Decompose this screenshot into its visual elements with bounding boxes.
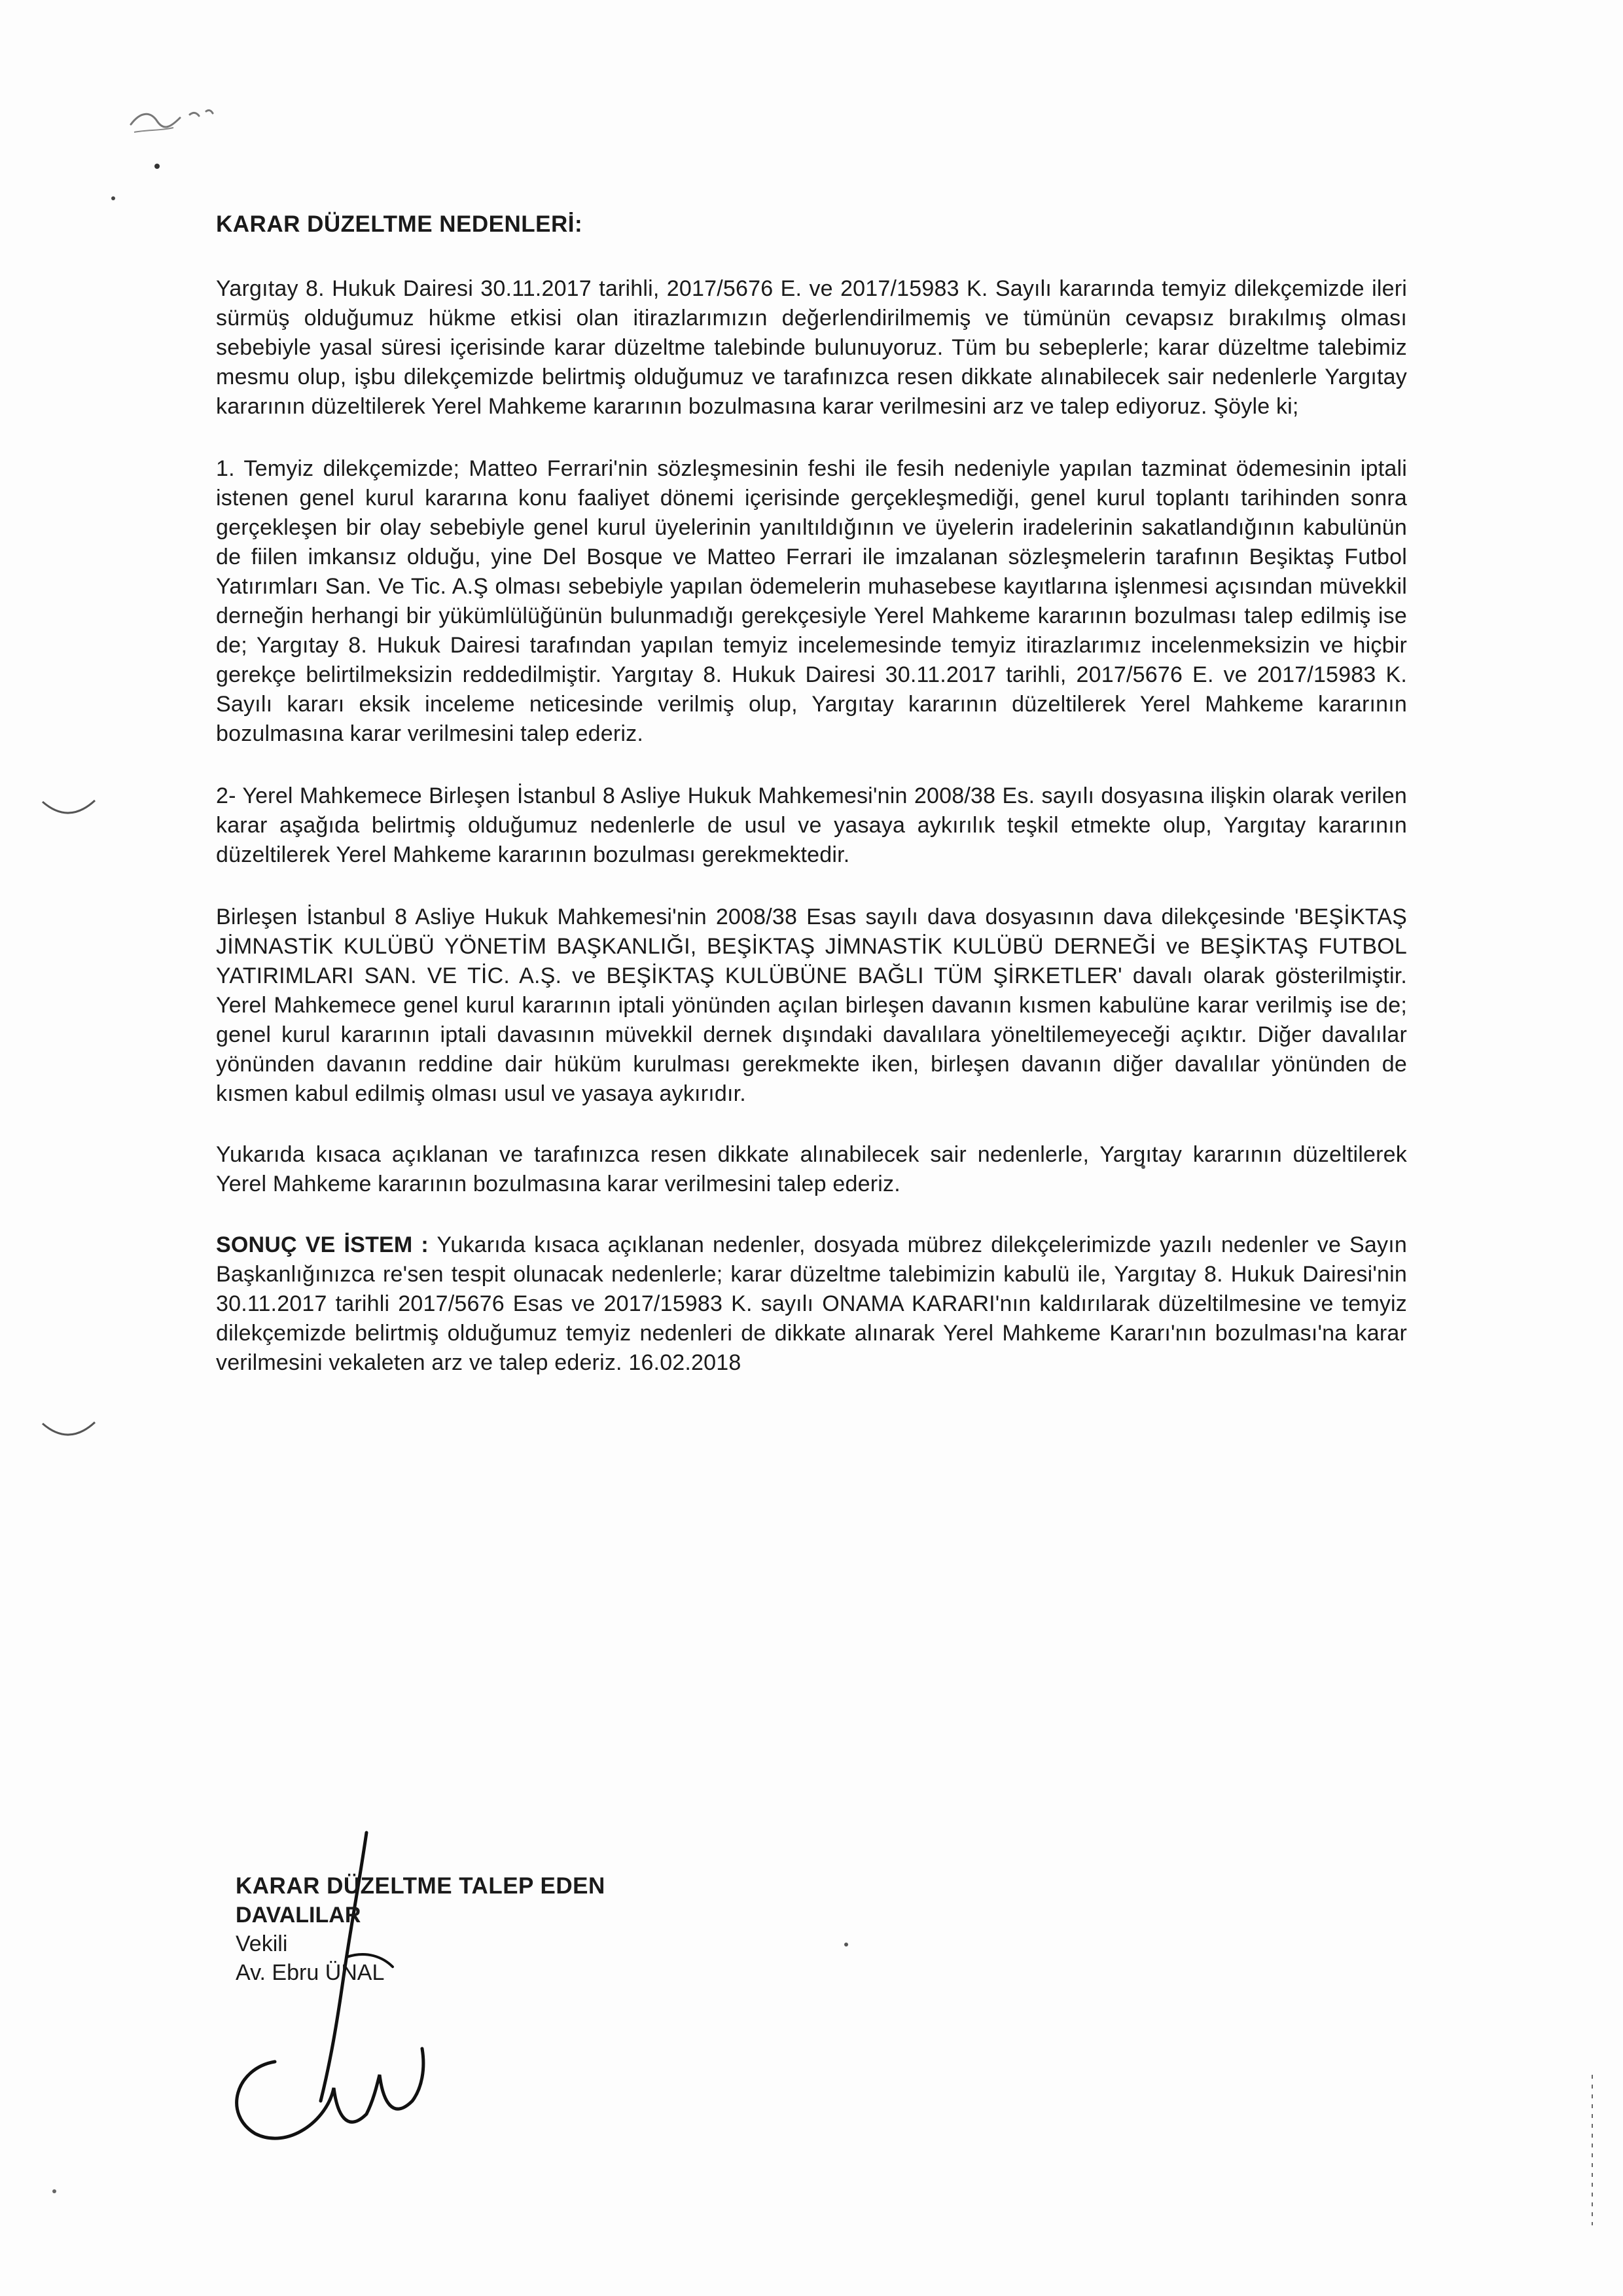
speck-mark [844, 1943, 848, 1946]
conclusion-text: Yukarıda kısaca açıklanan nedenler, dosyada mübrez dilekçelerimizde yazılı nedenler ve Sayın Başkanlığınızca re'sen tespit olunacak nedenlerle; karar düzeltme talebimizin kabulü ile, Yargıtay 8. Hukuk Dairesi'nin 30.11.2017 tarihli 2017/5676 Esas ve 2017/15983 K. sayılı ONAMA KARARI'nın kaldırılarak düzeltilmesine ve temyiz dilekçemizde belirtmiş olduğumuz temyiz nedenleri de dikkate alınarak Yerel Mahkeme Kararı'nın bozulması'na karar verilmesini vekaleten arz ve talep ederiz. 16.02.2018 [216, 1232, 1407, 1375]
intro-paragraph: Yargıtay 8. Hukuk Dairesi 30.11.2017 tarihli, 2017/5676 E. ve 2017/15983 K. Sayılı kararında temyiz dilekçemizde ileri sürmüş olduğumuz hükme etkisi olan itirazlarımızın değerlendirilmemiş ve tümünün cevapsız bırakılmış olması sebebiyle yasal süresi içerisinde karar düzeltme talebinde bulunuyoruz. Tüm bu sebeplerle; karar düzeltme talebimiz mesmu olup, işbu dilekçemizde belirtmiş olduğumuz ve tarafınızca resen dikkate alınabilecek sair nedenlerle Yargıtay kararının düzeltilerek Yerel Mahkeme kararının bozulmasına karar verilmesini arz ve talep ediyoruz. Şöyle ki; [216, 276, 1407, 419]
signature-block [236, 1872, 825, 1987]
speck-mark [52, 2189, 56, 2193]
speck-mark [111, 196, 115, 200]
punch-hole-mark-icon [39, 1417, 98, 1443]
signature-name: Av. Ebru ÜNAL [236, 1960, 385, 1985]
punch-hole-mark-icon [39, 795, 98, 821]
birlesen-paragraph: Birleşen İstanbul 8 Asliye Hukuk Mahkemesi'nin 2008/38 Esas sayılı dava dosyasının dava dilekçesinde 'BEŞİKTAŞ JİMNASTİK KULÜBÜ YÖNETİM BAŞKANLIĞI, BEŞİKTAŞ JİMNASTİK KULÜBÜ DERNEĞİ ve BEŞİKTAŞ FUTBOL YATIRIMLARI SAN. VE TİC. A.Ş. ve BEŞİKTAŞ KULÜBÜNE BAĞLI TÜM ŞİRKETLER' davalı olarak gösterilmiştir. Yerel Mahkemece genel kurul kararının iptali yönünden açılan birleşen davanın kısmen kabulüne karar verilmiş ise de; genel kurul kararının iptali davasının müvekkil dernek dışındaki davalılara yöneltilemeyeceği açıktır. Diğer davalılar yönünden davanın reddine dair hüküm kurulması gerekmekte iken, birleşen davanın diğer davalılar yönünden de kısmen kabul edilmiş olması usul ve yasaya aykırıdır. [216, 905, 1407, 1106]
signature-party: DAVALILAR [236, 1903, 361, 1928]
signature-role: Vekili [236, 1931, 288, 1956]
signature-title: KARAR DÜZELTME TALEP EDEN [236, 1873, 605, 1899]
conclusion-label: SONUÇ VE İSTEM : [216, 1232, 429, 1257]
summary-paragraph: Yukarıda kısaca açıklanan ve tarafınızca resen dikkate alınabilecek sair nedenlerle, Yargıtay kararının düzeltilerek Yerel Mahkeme kararının bozulmasına karar verilmesini talep ederiz. [216, 1142, 1407, 1196]
item-2-paragraph: 2- Yerel Mahkemece Birleşen İstanbul 8 Asliye Hukuk Mahkemesi'nin 2008/38 Es. sayılı dosyasına ilişkin olarak verilen karar aşağıda belirtmiş olduğumuz nedenlerle de usul ve yasaya aykırılık teşkil etmekte olup, Yargıtay kararının düzeltilerek Yerel Mahkeme kararının bozulması gerekmektedir. [216, 783, 1407, 867]
section-heading: KARAR DÜZELTME NEDENLERİ: [216, 211, 583, 237]
scribble-mark-icon [118, 92, 236, 144]
edge-dash-mark-icon [1589, 2075, 1596, 2225]
item-1-paragraph: 1. Temyiz dilekçemizde; Matteo Ferrari'nin sözleşmesinin feshi ile fesih nedeniyle yapılan tazminat ödemesinin iptali istenen genel kurul kararına konu faaliyet dönemi içerisinde gerçekleşmediği, genel kurul toplantı tarihinden sonra gerçekleşen bir olay sebebiyle genel kurul üyelerinin yanıltıldığının ve üyelerin iradelerinin sakatlandığının kabulünün de fiilen imkansız olduğu, yine Del Bosque ve Matteo Ferrari ile imzalanan sözleşmelerin tarafının Beşiktaş Futbol Yatırımları San. Ve Tic. A.Ş olması sebebiyle yapılan ödemelerin muhasebese kayıtlarına işlenmesi açısından müvekkil derneğin herhangi bir yükümlülüğünün bulunmadığı gerekçesiyle Yerel Mahkeme kararının bozulması talep edilmiş ise de; Yargıtay 8. Hukuk Dairesi tarafından yapılan temyiz incelemesinde temyiz itirazlarımız incelenmeksizin ve hiçbir gerekçe belirtilmeksizin reddedilmiştir. Yargıtay 8. Hukuk Dairesi 30.11.2017 tarihli, 2017/5676 E. ve 2017/15983 K. Sayılı kararı eksik inceleme neticesinde verilmiş olup, Yargıtay kararının düzeltilerek Yerel Mahkeme kararının bozulmasına karar verilmesini talep ederiz. [216, 456, 1407, 746]
conclusion-paragraph [216, 1230, 1407, 1378]
document-body [216, 209, 1407, 1417]
speck-mark [154, 164, 160, 169]
